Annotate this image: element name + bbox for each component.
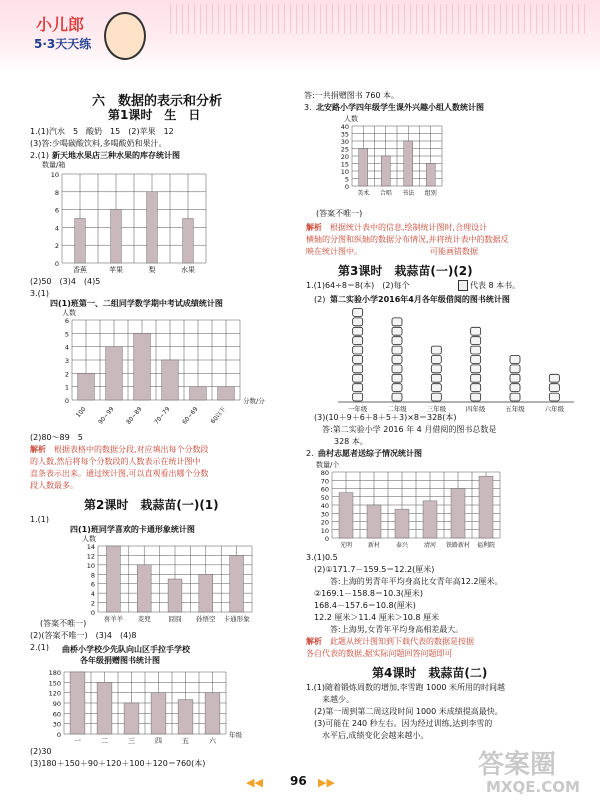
book-icon bbox=[353, 318, 363, 326]
bar bbox=[199, 574, 213, 612]
book-icon bbox=[431, 365, 441, 373]
y-tick-label: 50 bbox=[320, 493, 329, 502]
category-label: 新村 bbox=[367, 542, 381, 549]
r-analysis-label: 解析 bbox=[306, 223, 322, 232]
category-label: 三年级 bbox=[426, 405, 447, 413]
category-label: 60以下 bbox=[209, 405, 228, 426]
chart7-svg bbox=[314, 468, 504, 550]
y-tick-label: 10 bbox=[86, 561, 95, 570]
bar bbox=[395, 509, 409, 538]
book-icon bbox=[392, 356, 402, 364]
bar bbox=[479, 476, 493, 538]
category-label: 80~89 bbox=[125, 405, 144, 426]
bar bbox=[111, 210, 122, 263]
r-analysis2-line2: 各自代表的数据,据实际问题回答问题即可 bbox=[306, 649, 453, 658]
r-q3a: 3.(1)0.5 bbox=[306, 553, 338, 562]
category-label: 六 bbox=[209, 737, 216, 745]
r4-q1e: 水平后,成绩变化会越来越小。 bbox=[322, 731, 429, 740]
mascot-icon bbox=[104, 12, 146, 60]
bar bbox=[70, 672, 85, 734]
l1-analysis-line4: 段人数最多。 bbox=[30, 481, 78, 490]
category-label: 麦兜 bbox=[137, 615, 151, 623]
category-label: 孙悟空 bbox=[196, 615, 216, 623]
y-tick-label: 4 bbox=[54, 224, 59, 233]
bar bbox=[218, 387, 235, 400]
book-icon bbox=[392, 318, 402, 326]
chart4-svg bbox=[40, 668, 240, 746]
y-tick-label: 12 bbox=[86, 552, 95, 561]
y-tick-label: 6 bbox=[90, 580, 95, 589]
bar bbox=[106, 546, 120, 612]
l2-q2: 2.(1) bbox=[30, 643, 49, 652]
book-icon bbox=[353, 356, 363, 364]
chapter-title: 六 数据的表示和分析 bbox=[92, 94, 223, 109]
l2-q1: 1.(1) bbox=[30, 515, 49, 524]
y-tick-label: 30 bbox=[340, 138, 349, 146]
bar bbox=[190, 387, 207, 400]
y-tick-label: 80 bbox=[320, 469, 329, 477]
chart7-unit: 数量/个 bbox=[316, 461, 340, 469]
next-arrows-icon: ▶▶ bbox=[318, 776, 335, 789]
y-tick-label: 40 bbox=[320, 502, 329, 510]
l2-q2c: (3)180＋150＋90＋120＋100＋120＝760(本) bbox=[30, 759, 206, 768]
book-icon bbox=[471, 384, 481, 392]
x-axis-label: 分数/分 bbox=[243, 397, 265, 405]
category-label: 五年级 bbox=[505, 405, 525, 413]
chart6-svg bbox=[332, 304, 578, 414]
bar bbox=[178, 700, 193, 734]
chart3-unit: 人数 bbox=[82, 535, 96, 543]
bar bbox=[151, 693, 166, 734]
r-q1: 1.(1)64÷8＝8(本) (2)每个 bbox=[306, 281, 410, 290]
l1-q1b: (3)答:少喝碳酸饮料,多喝酸奶和果汁。 bbox=[30, 139, 167, 148]
category-label: 书法 bbox=[402, 190, 415, 197]
chart1-unit: 数量/箱 bbox=[42, 161, 66, 169]
book-icon bbox=[471, 356, 481, 364]
r-note: (答案不唯一) bbox=[316, 209, 363, 218]
chart2-unit: 人数 bbox=[62, 309, 76, 317]
y-tick-label: 0 bbox=[64, 397, 69, 405]
book-icon bbox=[353, 327, 363, 335]
y-tick-label: 0 bbox=[324, 535, 329, 543]
brand-subtitle: 5·3天天练 bbox=[34, 37, 92, 51]
chart2-svg bbox=[50, 316, 270, 426]
bar bbox=[162, 360, 179, 400]
chart6-title: 第二实验小学2016年4月各年级借阅的图书统计图 bbox=[330, 295, 510, 304]
y-tick-label: 150 bbox=[48, 679, 61, 688]
category-label: 光明 bbox=[339, 542, 353, 549]
y-tick-label: 90 bbox=[52, 700, 61, 708]
r-top: 答:一共捐赠图书 760 本。 bbox=[304, 91, 400, 100]
chart5-svg bbox=[336, 122, 446, 204]
book-icon bbox=[353, 365, 363, 373]
bar bbox=[426, 164, 435, 187]
y-tick-label: 20 bbox=[340, 153, 349, 161]
category-label: 囧囧 bbox=[168, 615, 182, 623]
y-tick-label: 14 bbox=[86, 543, 95, 551]
book-icon bbox=[353, 309, 363, 317]
y-tick-label: 70 bbox=[320, 477, 329, 486]
l1-q2b: (2)50 (3)4 (4)5 bbox=[30, 277, 101, 286]
book-icon bbox=[431, 356, 441, 364]
book-icon bbox=[471, 393, 481, 401]
chart7-title: 曲村志愿者送综子情况统计图 bbox=[318, 449, 422, 458]
book-icon bbox=[431, 374, 441, 382]
category-label: 70~79 bbox=[153, 405, 172, 426]
book-icon bbox=[392, 393, 402, 401]
chart1-title: 新天地水果店三种水果的库存统计图 bbox=[52, 151, 180, 160]
chart5-unit: 人数 bbox=[344, 115, 358, 123]
y-tick-label: 10 bbox=[320, 526, 329, 535]
bar bbox=[137, 565, 151, 612]
l2-note: (答案不唯一) bbox=[40, 619, 87, 628]
y-tick-label: 60 bbox=[320, 485, 329, 494]
category-label: 二年级 bbox=[387, 405, 407, 413]
book-icon bbox=[471, 374, 481, 382]
l2-q2b: (2)30 bbox=[30, 747, 52, 756]
bar bbox=[339, 493, 353, 538]
category-label: 福利院 bbox=[476, 542, 496, 549]
r-q3: 3. bbox=[304, 103, 312, 112]
r-q2c: 答:第二实验小学 2016 年 4 月借阅的图书总数是 bbox=[322, 425, 497, 434]
y-tick-label: 15 bbox=[340, 160, 349, 169]
watermark-url: MXQE.COM bbox=[486, 778, 580, 796]
category-label: 三 bbox=[128, 737, 135, 745]
r-q2b: (3)(10＋9＋6＋8＋5＋3)×8＝328(本) bbox=[314, 413, 457, 422]
book-icon bbox=[471, 365, 481, 373]
y-tick-label: 2 bbox=[64, 370, 69, 379]
book-icon bbox=[549, 374, 559, 382]
category-label: 喜羊羊 bbox=[103, 615, 124, 623]
category-label: 香蕉 bbox=[73, 266, 87, 274]
bar bbox=[78, 373, 95, 400]
watermark-logo: 答案圈 bbox=[478, 750, 557, 780]
bar bbox=[124, 703, 139, 734]
y-tick-label: 180 bbox=[48, 669, 61, 677]
l1-q3b: (2)80～89 5 bbox=[30, 433, 83, 442]
category-label: 合唱 bbox=[379, 190, 392, 197]
book-icon bbox=[392, 365, 402, 373]
r-q3g: 答:上海男,女青年平均身高相差最大。 bbox=[330, 625, 464, 634]
l1-q3: 3.(1) bbox=[30, 289, 49, 298]
y-tick-label: 0 bbox=[54, 260, 59, 268]
r-analysis-line1: 根据统计表中的信息,绘制统计图时,合理设计 bbox=[330, 223, 488, 232]
prev-arrows-icon: ◀◀ bbox=[246, 776, 263, 789]
bar bbox=[183, 219, 194, 264]
book-icon bbox=[471, 346, 481, 354]
category-label: 卡通形象 bbox=[223, 615, 250, 623]
book-icon bbox=[431, 393, 441, 401]
bar bbox=[359, 149, 368, 187]
bar bbox=[451, 489, 465, 539]
y-tick-label: 8 bbox=[90, 571, 95, 580]
category-label: 60~69 bbox=[181, 405, 200, 426]
y-tick-label: 30 bbox=[320, 510, 329, 519]
bar bbox=[97, 682, 112, 734]
book-icon bbox=[353, 374, 363, 382]
r4-q1b: 来越少。 bbox=[322, 695, 354, 704]
book-icon bbox=[392, 337, 402, 345]
book-icon bbox=[549, 393, 559, 401]
bar bbox=[134, 333, 151, 400]
category-label: 泰兴 bbox=[395, 542, 409, 549]
l1-q1: 1.(1)汽水 5 酸奶 15 (2)苹果 12 bbox=[30, 127, 174, 136]
book-icon bbox=[510, 356, 520, 364]
y-tick-label: 10 bbox=[50, 171, 59, 179]
r-q2: (2) bbox=[314, 295, 326, 304]
lesson4-title: 第4课时 栽蒜苗(二) bbox=[372, 666, 488, 680]
category-label: 美术 bbox=[357, 190, 370, 197]
y-tick-label: 3 bbox=[64, 357, 69, 365]
r4-q1: 1.(1)随着锻炼周数的增加,李雪跑 1000 米所用的时间越 bbox=[306, 683, 505, 692]
book-icon bbox=[392, 374, 402, 382]
y-tick-label: 30 bbox=[52, 720, 61, 729]
y-tick-label: 10 bbox=[340, 168, 349, 176]
bar bbox=[205, 693, 220, 734]
y-tick-label: 0 bbox=[56, 731, 61, 739]
r-q3b: (2)①171.7－159.5＝12.2(厘米) bbox=[314, 565, 435, 574]
bar bbox=[75, 219, 86, 264]
y-tick-label: 6 bbox=[64, 317, 69, 325]
book-icon bbox=[549, 384, 559, 392]
r-q3d: ②169.1－158.8＝10.3(厘米) bbox=[314, 589, 424, 598]
brand-title: 小儿郎 bbox=[36, 15, 85, 34]
chart3-svg bbox=[76, 542, 256, 624]
book-icon bbox=[471, 327, 481, 335]
book-icon bbox=[353, 346, 363, 354]
r-q1-tail: 代表 8 本书。 bbox=[470, 281, 521, 290]
r-q3f: 12.2 厘米＞11.4 厘米＞10.8 厘米 bbox=[314, 613, 440, 622]
category-label: 水果 bbox=[181, 266, 195, 274]
r-q2e: 2. bbox=[306, 449, 314, 458]
bar bbox=[381, 156, 390, 186]
category-label: 清河 bbox=[423, 542, 437, 549]
y-tick-label: 4 bbox=[90, 590, 95, 599]
y-tick-label: 120 bbox=[48, 689, 61, 698]
y-tick-label: 60 bbox=[52, 710, 61, 719]
category-label: 一年级 bbox=[347, 405, 368, 413]
category-label: 一 bbox=[74, 737, 81, 745]
book-icon bbox=[458, 280, 468, 291]
r-analysis2-label: 解析 bbox=[306, 637, 322, 646]
chart4-title-line1: 曲桥小学校少先队向山区手拉手学校 bbox=[62, 645, 190, 654]
chart4-title-line2: 各年级捐赠图书统计图 bbox=[80, 656, 160, 665]
category-label: 梨 bbox=[148, 266, 156, 274]
bar bbox=[423, 501, 437, 538]
y-tick-label: 0 bbox=[344, 183, 349, 191]
book-icon bbox=[353, 393, 363, 401]
book-icon bbox=[392, 346, 402, 354]
lesson2-title: 第2课时 栽蒜苗(一)(1) bbox=[84, 498, 219, 512]
y-tick-label: 40 bbox=[340, 123, 349, 131]
chart3-title: 四(1)班同学喜欢的卡通形象统计图 bbox=[70, 525, 195, 534]
book-icon bbox=[510, 393, 520, 401]
x-axis-label: 年级 bbox=[229, 731, 242, 739]
y-tick-label: 2 bbox=[54, 242, 59, 251]
bar bbox=[230, 555, 244, 612]
chart1-svg bbox=[40, 170, 220, 275]
category-label: 铁路新村 bbox=[445, 542, 471, 549]
l1-analysis-line3: 直条表示出来。通过统计图,可以直观看出哪个分数 bbox=[30, 469, 209, 478]
category-label: 组别 bbox=[424, 190, 437, 197]
category-label: 苹果 bbox=[109, 266, 123, 274]
r4-q1d: (3)可能在 240 秒左右。因为经过训练,达到李雪的 bbox=[314, 719, 493, 728]
y-tick-label: 25 bbox=[340, 145, 349, 154]
book-icon bbox=[431, 346, 441, 354]
bar bbox=[367, 505, 381, 538]
page-number: 96 bbox=[290, 774, 307, 788]
book-icon bbox=[510, 374, 520, 382]
y-tick-label: 6 bbox=[54, 206, 59, 215]
r-q3e: 168.4－157.6＝10.8(厘米) bbox=[314, 601, 416, 610]
y-tick-label: 5 bbox=[64, 330, 69, 339]
y-tick-label: 35 bbox=[340, 130, 349, 139]
r-analysis2-line1: 此题从统计图知到下载代表的数据是按据 bbox=[330, 637, 474, 646]
category-label: 五 bbox=[182, 737, 189, 745]
category-label: 二 bbox=[101, 737, 108, 745]
category-label: 四年级 bbox=[465, 405, 486, 413]
book-icon bbox=[471, 337, 481, 345]
book-icon bbox=[510, 384, 520, 392]
chart5-title: 北安路小学四年级学生课外兴趣小组人数统计图 bbox=[316, 103, 484, 112]
l1-q2: 2.(1) bbox=[30, 151, 49, 160]
r-q2d: 328 本。 bbox=[334, 437, 368, 446]
y-tick-label: 0 bbox=[90, 609, 95, 617]
r4-q1c: (2)第一周到第二周这段时间 1000 米成绩提高最快。 bbox=[314, 707, 503, 716]
bar bbox=[106, 347, 123, 400]
y-tick-label: 8 bbox=[54, 188, 59, 197]
book-icon bbox=[392, 384, 402, 392]
y-tick-label: 20 bbox=[320, 518, 329, 527]
book-icon bbox=[353, 337, 363, 345]
chart2-title: 四(1)班第一、二组同学数学期中考试成绩统计图 bbox=[50, 299, 223, 308]
l1-analysis-line1: 根据表格中的数据分段,对应填出每个分数段 bbox=[54, 445, 209, 454]
lesson1-title: 第1课时 生 日 bbox=[108, 108, 201, 122]
bar bbox=[168, 579, 182, 612]
category-label: 100 bbox=[74, 405, 88, 420]
y-tick-label: 1 bbox=[64, 383, 69, 392]
r-q3c: 答:上海的男青年平均身高比女青年高12.2厘米。 bbox=[330, 577, 503, 586]
book-icon bbox=[431, 384, 441, 392]
bar bbox=[404, 141, 413, 186]
lesson3-title: 第3课时 栽蒜苗(一)(2) bbox=[338, 264, 473, 278]
book-icon bbox=[392, 327, 402, 335]
y-tick-label: 4 bbox=[64, 343, 69, 352]
r-analysis-line2: 横轴的分图和纵轴的数据分布情况,并将统计表中的数据反 bbox=[306, 235, 509, 244]
r-analysis-line3: 映在统计图中。 可能画错数据 bbox=[306, 247, 478, 256]
header-ruler-decoration bbox=[170, 4, 590, 34]
book-icon bbox=[510, 365, 520, 373]
category-label: 90~99 bbox=[97, 405, 116, 426]
y-tick-label: 2 bbox=[90, 599, 95, 608]
y-tick-label: 5 bbox=[344, 175, 349, 184]
bar bbox=[147, 192, 158, 263]
l1-analysis-label: 解析 bbox=[30, 445, 46, 454]
l2-q1b: (2)(答案不唯一) (3)4 (4)8 bbox=[30, 631, 137, 640]
category-label: 六年级 bbox=[544, 405, 565, 413]
book-icon bbox=[353, 384, 363, 392]
category-label: 四 bbox=[155, 737, 162, 745]
l1-analysis-line2: 的人数,然后将每个分数段的人数表示在统计图中 bbox=[30, 457, 201, 466]
